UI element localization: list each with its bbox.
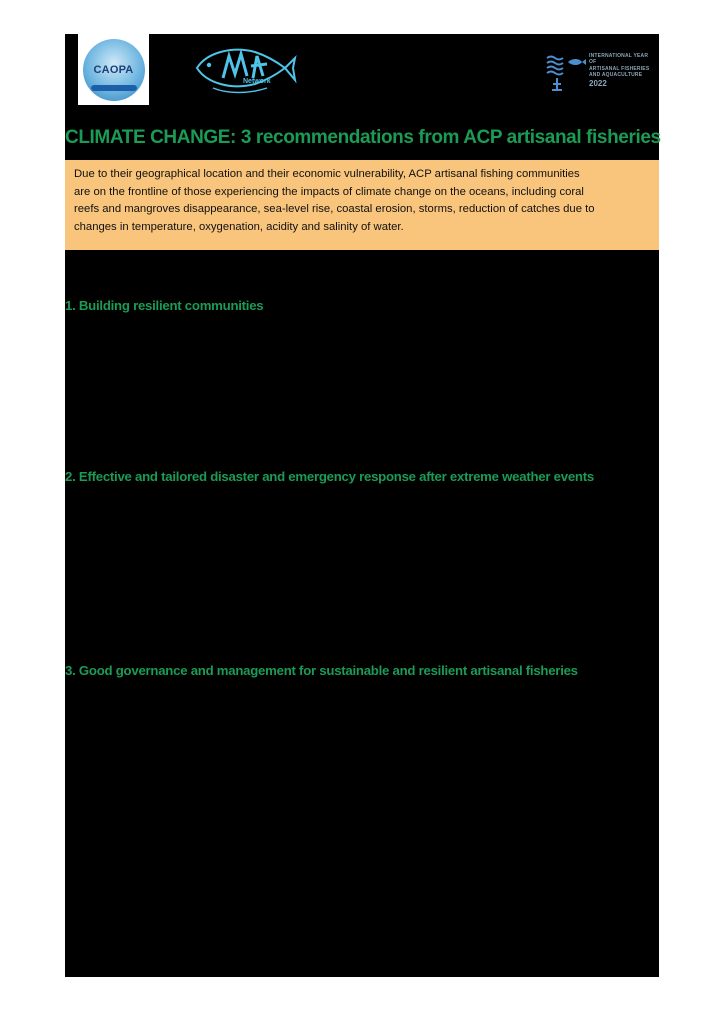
mitao-logo-tagline: Network (243, 78, 271, 85)
caopa-logo (78, 34, 149, 105)
mitao-network-logo (193, 38, 297, 98)
section-heading-3: 3. Good governance and management for sustainable and resilient artisanal fisheries (65, 663, 578, 678)
page-title: CLIMATE CHANGE: 3 recommendations from ACP artisanal fisheries (65, 127, 661, 148)
iyafa-2022-logo (543, 50, 655, 94)
caopa-logo-wave (91, 85, 137, 91)
iyafa-emblem-icon (543, 50, 587, 94)
document-page (65, 34, 659, 977)
iyafa-line-2: ARTISANAL FISHERIES (589, 65, 650, 72)
caopa-logo-disc (83, 39, 145, 101)
iyafa-line-1: INTERNATIONAL YEAR OF (589, 53, 649, 66)
caopa-logo-text: CAOPA (93, 63, 134, 76)
fish-logo-icon (193, 38, 297, 98)
section-heading-1: 1. Building resilient communities (65, 298, 264, 313)
iyafa-year: 2022 (589, 79, 607, 88)
intro-line: reefs and mangroves disappearance, sea-level rise, coastal erosion, storms, reduction of catches due to (74, 203, 595, 216)
section-heading-2: 2. Effective and tailored disaster and emergency response after extreme weather events (65, 469, 594, 484)
intro-box (65, 160, 659, 250)
iyafa-line-3: AND AQUACULTURE (589, 72, 643, 79)
intro-line: are on the frontline of those experiencing the impacts of climate change on the oceans, including coral (74, 185, 584, 198)
intro-line: Due to their geographical location and their economic vulnerability, ACP artisanal fishing communities (74, 168, 580, 180)
iyafa-logo-text (589, 53, 655, 79)
intro-line: changes in temperature, oxygenation, acidity and salinity of water. (74, 220, 404, 233)
